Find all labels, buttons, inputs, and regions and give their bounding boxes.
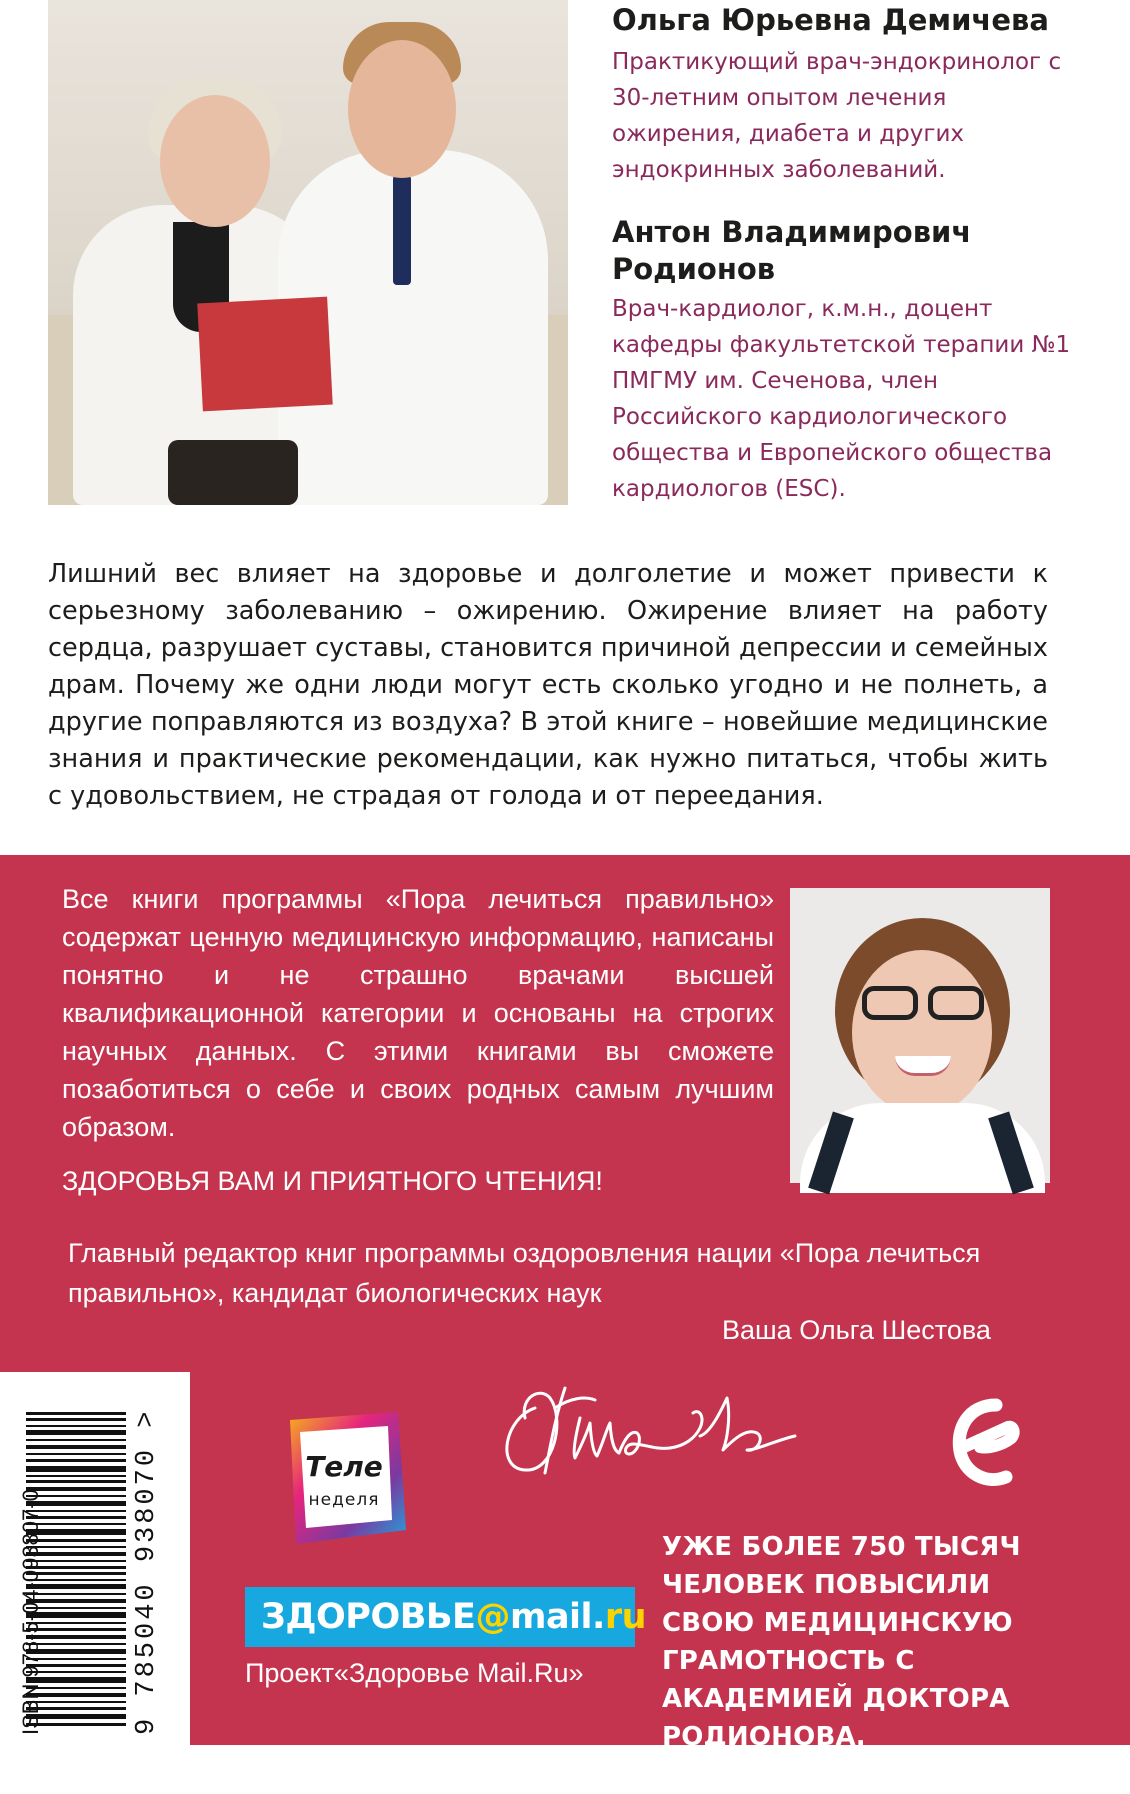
tele-logo-word: Теле xyxy=(305,1450,383,1483)
author-name-2: Антон Владимирович Родионов xyxy=(612,215,972,286)
mail-logo-prefix: ЗДОРОВЬЕ xyxy=(261,1597,476,1637)
author-bio-2: Врач-кардиолог, к.м.н., доцент кафедры факультетской терапии №1 ПМГМУ им. Сеченова, член Российского кардиологического общества и Европейского общества кардиологов (ESC). xyxy=(612,296,1071,502)
mail-logo-at: @ xyxy=(475,1597,510,1637)
editor-photo xyxy=(790,888,1050,1183)
book-description xyxy=(48,556,1048,815)
barcode-digits: 9 785040 938070 > xyxy=(132,1408,162,1735)
mail-logo-tld: ru xyxy=(604,1597,647,1637)
greeting-text: ЗДОРОВЬЯ ВАМ И ПРИЯТНОГО ЧТЕНИЯ! xyxy=(62,1166,603,1196)
editor-signoff: Ваша Ольга Шестова xyxy=(722,1315,991,1345)
signature-icon xyxy=(495,1378,805,1478)
tele-logo-subword: неделя xyxy=(308,1490,380,1510)
project-caption: Проект«Здоровье Mail.Ru» xyxy=(245,1658,584,1688)
isbn-text: ISBN 978-5-04-093807-0 xyxy=(18,1489,43,1735)
promo-text: УЖЕ БОЛЕЕ 750 ТЫСЯЧ ЧЕЛОВЕК ПОВЫСИЛИ СВОЮ МЕДИЦИНСКУЮ ГРАМОТНОСТЬ С АКАДЕМИЕЙ ДОКТОРА РОДИОНОВА. ПРИСОЕДИНЯЙТЕСЬ! xyxy=(662,1532,1021,1790)
author-bio-1: Практикующий врач-эндокринолог с 30-летним опытом лечения ожирения, диабета и других эндокринных заболеваний. xyxy=(612,49,1062,183)
zdorovie-mail-logo xyxy=(245,1587,647,1647)
editor-text: Все книги программы «Пора лечиться правильно» содержат ценную медицинскую информацию, написаны понятно и не страшно врачами высшей квалификационной категории и основаны на строгих научных данных. С этими книгами вы сможете позаботиться о себе и своих родных самым лучшим образом. xyxy=(62,884,774,1142)
authors-photo xyxy=(48,0,568,505)
author-name-1: Ольга Юрьевна Демичева xyxy=(612,3,1049,37)
mail-logo-domain: mail. xyxy=(509,1597,605,1637)
eksmo-logo-icon xyxy=(950,1395,1022,1495)
editor-title: Главный редактор книг программы оздоровления нации «Пора лечиться правильно», кандидат биологических наук xyxy=(68,1238,981,1308)
book-description-text: Лишний вес влияет на здоровье и долголетие и может привести к серьезному заболеванию – ожирению. Ожирение влияет на работу сердца, разрушает суставы, становится причиной депрессии и семейных драм. Почему же одни люди могут есть сколько угодно и не полнеть, а другие поправляются из воздуха? В этой книге – новейшие медицинские знания и практические рекомендации, как нужно питаться, чтобы жить с удовольствием, не страдая от голода и от переедания. xyxy=(48,559,1048,811)
